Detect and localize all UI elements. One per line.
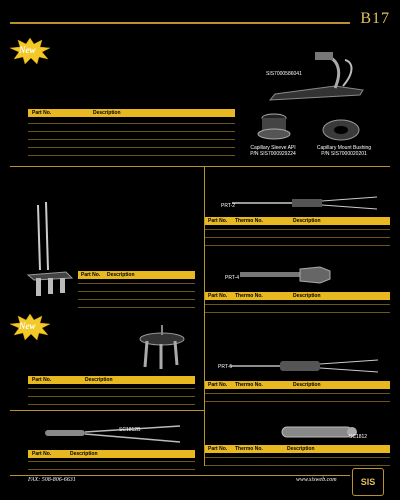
table-row: [205, 312, 390, 313]
table-row: [28, 461, 195, 462]
sis-logo: [352, 468, 384, 496]
prt6-table-header: [205, 381, 390, 389]
capillary-sleeve-image: [254, 112, 294, 142]
mid-col-description: Description: [107, 272, 135, 278]
table-row: [78, 291, 195, 292]
table-row: [28, 147, 235, 148]
table-row: [205, 245, 390, 246]
new-table-header: [28, 376, 195, 384]
new-badge: [10, 314, 50, 340]
bl-col-description: Description: [70, 451, 98, 457]
footer-fax: FAX: 508-806-6631: [28, 477, 76, 483]
probe-assembly-image: [26, 200, 76, 300]
new-col-description: Description: [85, 377, 113, 383]
header-rule: [10, 22, 350, 24]
new-badge-label: New: [19, 45, 36, 55]
bushing-pn: P/N SIS7000020201: [321, 151, 367, 157]
prt6-probe-image: [230, 356, 380, 376]
prt2-col-description: Description: [293, 218, 321, 224]
mid-table-header: [78, 271, 195, 279]
capillary-assembly-image: [265, 50, 375, 105]
section-divider: [10, 410, 204, 411]
table-row: [28, 388, 195, 389]
prt2-probe-image: [232, 193, 382, 213]
section-divider: [10, 166, 390, 167]
table-row: [205, 229, 390, 230]
table-row: [205, 393, 390, 394]
sc1812b-label: SC1812B: [119, 427, 141, 433]
prt4-col-thermo-no: Thermo No.: [235, 293, 263, 299]
new-badge: [10, 38, 50, 64]
mid-col-part-no: Part No.: [81, 272, 101, 278]
sleeve-name: Capillary Sleeve API: [250, 145, 296, 151]
sleeve-pn: P/N SIS7000929224: [250, 151, 296, 157]
prt4-col-part-no: Part No.: [208, 293, 228, 299]
new-col-part-no: Part No.: [32, 377, 52, 383]
table-row: [28, 469, 195, 470]
main-part-label: SIS7000586041: [266, 71, 302, 77]
probe-holder-image: [137, 325, 187, 370]
new-badge-label: New: [19, 321, 36, 331]
prt6-col-thermo-no: Thermo No.: [235, 382, 263, 388]
table-row: [205, 401, 390, 402]
prt2-col-part-no: Part No.: [208, 218, 228, 224]
table-row: [28, 404, 195, 405]
prt6-col-part-no: Part No.: [208, 382, 228, 388]
table-row: [205, 465, 390, 466]
capillary-bushing-image: [321, 118, 361, 146]
table-row: [78, 307, 195, 308]
sc1812-image: [282, 419, 372, 444]
sc1812-label: SC1812: [349, 434, 368, 440]
bushing-name: Capillary Mount Bushing: [316, 145, 372, 151]
table-row: [28, 131, 235, 132]
bl-col-part-no: Part No.: [32, 451, 52, 457]
footer-rule: [10, 475, 350, 476]
prt6-col-description: Description: [293, 382, 321, 388]
prt6-label: PRT-6: [218, 364, 233, 370]
prt4-col-description: Description: [293, 293, 321, 299]
prt2-table-header: [205, 217, 390, 225]
table-row: [205, 237, 390, 238]
sc1812-col-thermo-no: Thermo No.: [235, 446, 263, 452]
sc1812-col-description: Description: [287, 446, 315, 452]
prt4-label: PRT-4: [225, 275, 240, 281]
table-row: [28, 155, 235, 156]
top-col-description: Description: [93, 110, 121, 116]
table-row: [28, 396, 195, 397]
bottom-left-table-header: [28, 450, 195, 458]
sc1812-table-header: [205, 445, 390, 453]
table-row: [78, 283, 195, 284]
sc1812b-image: [40, 420, 190, 450]
page-number: B17: [360, 10, 390, 27]
table-row: [78, 299, 195, 300]
table-row: [28, 139, 235, 140]
sc1812-col-part-no: Part No.: [208, 446, 228, 452]
prt4-probe-image: [240, 265, 340, 285]
prt2-col-thermo-no: Thermo No.: [235, 218, 263, 224]
sis-logo-text: SIS: [360, 477, 376, 487]
top-table-header: [28, 109, 235, 117]
footer-website: www.sisweb.com: [296, 477, 337, 483]
table-row: [205, 457, 390, 458]
prt2-label: PRT-2: [221, 203, 236, 209]
prt4-table-header: [205, 292, 390, 300]
top-col-part-no: Part No.: [32, 110, 52, 116]
column-divider: [204, 166, 205, 466]
table-row: [205, 304, 390, 305]
table-row: [28, 123, 235, 124]
